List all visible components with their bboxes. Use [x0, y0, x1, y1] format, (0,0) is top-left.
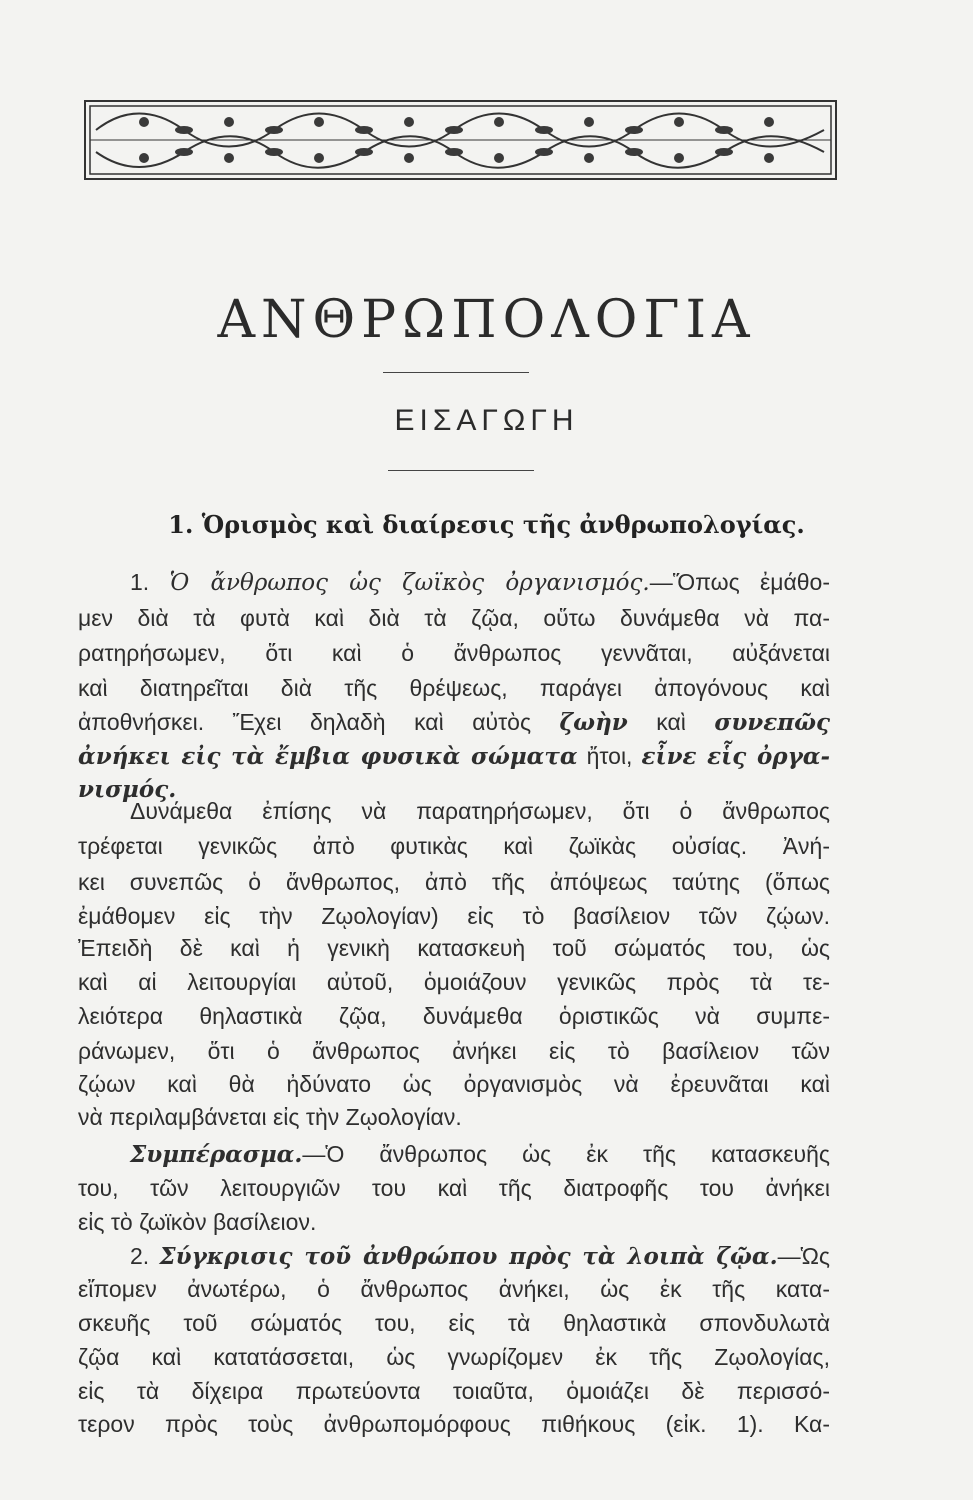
text-line: Συμπέρασμα.—Ὁ ἄνθρωπος ὡς ἐκ τῆς κατασκευῆς: [130, 1141, 830, 1168]
text-line: ἐμάθομεν εἰς τὴν Ζῳολογίαν) εἰς τὸ βασίλειον τῶν ζῴων.: [78, 903, 830, 929]
text-line: καὶ διατηρεῖται διὰ τῆς θρέψεως, παράγει ἀπογόνους καὶ: [78, 675, 830, 701]
text-line: εἰς τὸ ζωϊκὸν βασίλειον.: [78, 1209, 317, 1235]
paragraph-heading: Ὁ ἄνθρωπος ὡς ζωϊκὸς ὀργανισμός.: [169, 570, 650, 596]
text-line: Δυνάμεθα ἐπίσης νὰ παρατηρήσωμεν, ὅτι ὁ ἄνθρωπος: [130, 798, 830, 824]
text-line: εἴπομεν ἀνωτέρω, ὁ ἄνθρωπος ἀνήκει, ὡς ἐκ τῆς κατα-: [78, 1276, 830, 1302]
text-line: μεν διὰ τὰ φυτὰ καὶ διὰ τὰ ζῷα, οὕτω δυνάμεθα νὰ πα-: [78, 605, 830, 631]
text-line: εἰς τὰ δίχειρα πρωτεύοντα τοιαῦτα, ὁμοιάζει δὲ περισσό-: [78, 1378, 830, 1404]
text-line: του, τῶν λειτουργιῶν του καὶ τῆς διατροφῆς του ἀνήκει: [78, 1175, 830, 1201]
text-line: κει συνεπῶς ὁ ἄνθρωπος, ἀπὸ τῆς ἀπόψεως ταύτης (ὅπως: [78, 869, 830, 895]
text-line: ἀνήκει εἰς τὰ ἔμβια φυσικὰ σώματα ἤτοι, εἶνε εἷς ὀργα-: [78, 743, 831, 770]
text-line: λειότερα θηλαστικὰ ζῷα, δυνάμεθα ὁριστικῶς νὰ συμπε-: [78, 1003, 830, 1029]
text-line: ράνωμεν, ὅτι ὁ ἄνθρωπος ἀνήκει εἰς τὸ βασίλειον τῶν: [78, 1038, 830, 1064]
section-heading: 1. Ὁρισμὸς καὶ διαίρεσις τῆς ἀνθρωπολογίας.: [168, 510, 805, 539]
text-line: τρέφεται γενικῶς ἀπὸ φυτικὰς καὶ ζωϊκὰς οὐσίας. Ἀνή-: [78, 833, 830, 859]
chapter-subtitle: ΕΙΣΑΓΩΓΗ: [394, 404, 579, 437]
text-line: καὶ αἱ λειτουργίαι αὐτοῦ, ὁμοιάζουν γενικῶς πρὸς τὰ τε-: [78, 969, 830, 995]
text-line: ζῷα καὶ κατατάσσεται, ὡς γνωρίζομεν ἐκ τῆς Ζῳολογίας,: [78, 1344, 830, 1370]
text-line: 2. Σύγκρισις τοῦ ἀνθρώπου πρὸς τὰ λοιπὰ ζῷα.—Ὡς: [130, 1243, 830, 1270]
text-line: 1. Ὁ ἄνθρωπος ὡς ζωϊκὸς ὀργανισμός.—Ὅπως ἐμάθο-: [130, 569, 831, 596]
subtitle-divider: [388, 470, 534, 471]
paragraph-heading: Σύγκρισις τοῦ ἀνθρώπου πρὸς τὰ λοιπὰ ζῷα.: [159, 1243, 778, 1270]
text-line: Ἐπειδὴ δὲ καὶ ἡ γενικὴ κατασκευὴ τοῦ σώματός του, ὡς: [78, 935, 830, 961]
text-line: σκευῆς τοῦ σώματός του, εἰς τὰ θηλαστικὰ σπονδυλωτὰ: [78, 1310, 830, 1336]
ornamental-header-band: [84, 100, 837, 180]
text-line: ἀποθνήσκει. Ἔχει δηλαδὴ καὶ αὐτὸς ζωὴν καὶ συνεπῶς: [78, 709, 830, 736]
text-line: ρατηρήσωμεν, ὅτι καὶ ὁ ἄνθρωπος γεννᾶται, αὐξάνεται: [78, 640, 830, 666]
text-line: νισμός.: [78, 776, 177, 803]
page-title: ΑΝΘΡΩΠΟΛΟΓΙΑ: [217, 290, 756, 350]
text-line: τερον πρὸς τοὺς ἀνθρωπομόρφους πιθήκους (εἰκ. 1). Κα-: [78, 1411, 830, 1437]
text-line: ζῴων καὶ θὰ ἠδύνατο ὡς ὀργανισμὸς νὰ ἐρευνᾶται καὶ: [78, 1071, 830, 1097]
text-line: νὰ περιλαμβάνεται εἰς τὴν Ζῳολογίαν.: [78, 1104, 462, 1130]
paragraph-heading: Συμπέρασμα.: [130, 1141, 303, 1168]
title-divider: [383, 372, 529, 373]
